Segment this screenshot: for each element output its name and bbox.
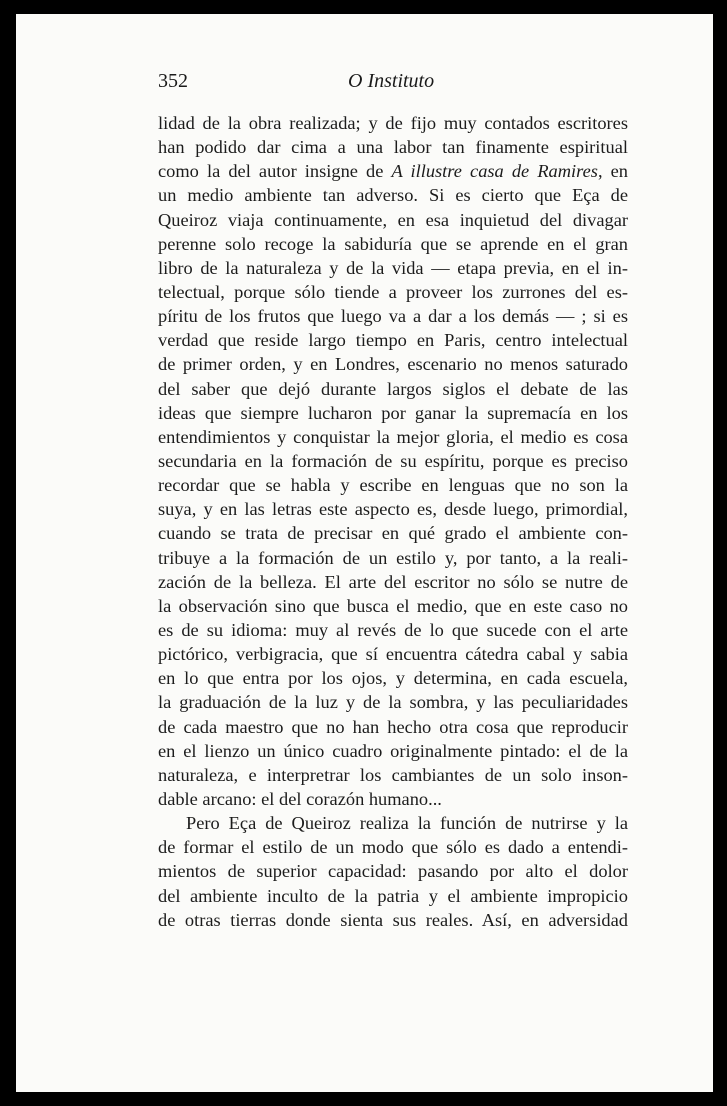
text-line: verdad que reside largo tiempo en Paris, centro intelectual: [158, 330, 628, 351]
body-text: [158, 111, 628, 932]
text-line: pictórico, verbigracia, que sí encuentra cátedra cabal y sabia: [158, 644, 628, 665]
text-line: tribuye a la formación de un estilo y, por tanto, a la reali-: [158, 547, 628, 568]
text-line: del saber que dejó durante largos siglos el debate de las: [158, 378, 628, 399]
text-line: es de su idioma: muy al revés de lo que sucede con el arte: [158, 619, 628, 640]
text-segment: , en: [597, 161, 628, 182]
text-line: entendimientos y conquistar la mejor gloria, el medio es cosa: [158, 426, 628, 447]
text-line: de primer orden, y en Londres, escenario no menos saturado: [158, 354, 628, 375]
text-line: libro de la naturaleza y de la vida — etapa previa, en el in-: [158, 257, 628, 278]
text-line: la graduación de la luz y de la sombra, y las peculiaridades: [158, 692, 628, 713]
paragraph: [158, 111, 628, 811]
book-title-italic: A illustre casa de Ramires: [391, 161, 598, 182]
text-line: suya, y en las letras este aspecto es, desde luego, primordial,: [158, 499, 628, 520]
text-line: píritu de los frutos que luego va a dar a los demás — ; si es: [158, 306, 628, 327]
text-line: de formar el estilo de un modo que sólo es dado a entendi-: [158, 837, 628, 858]
running-title: O Instituto: [348, 70, 435, 92]
page-number: 352: [158, 70, 188, 92]
text-line: mientos de superior capacidad: pasando por alto el dolor: [158, 861, 628, 882]
text-line: Queiroz viaja continuamente, en esa inquietud del divagar: [158, 209, 628, 230]
text-line: lidad de la obra realizada; y de fijo muy contados escritores: [158, 113, 628, 133]
text-line: en el lienzo un único cuadro originalmente pintado: el de la: [158, 740, 628, 761]
paragraph: [158, 811, 628, 932]
text-line: un medio ambiente tan adverso. Si es cierto que Eça de: [158, 185, 628, 206]
text-line: [158, 159, 628, 183]
text-line: ideas que siempre lucharon por ganar la supremacía en los: [158, 402, 628, 423]
text-segment: como la del autor insigne de: [158, 161, 392, 182]
text-line: zación de la belleza. El arte del escritor no sólo se nutre de: [158, 571, 628, 592]
text-line: recordar que se habla y escribe en lenguas que no son la: [158, 475, 628, 496]
text-line: han podido dar cima a una labor tan finamente espiritual: [158, 137, 628, 158]
text-line: cuando se trata de precisar en qué grado el ambiente con-: [158, 523, 628, 544]
text-line: de otras tierras donde sienta sus reales. Así, en adversidad: [158, 909, 628, 930]
text-line: secundaria en la formación de su espíritu, porque es preciso: [158, 450, 628, 471]
text-line: de cada maestro que no han hecho otra cosa que reproducir: [158, 716, 628, 737]
text-line: Pero Eça de Queiroz realiza la función de nutrirse y la: [186, 813, 628, 834]
book-page: [16, 14, 713, 1092]
text-line: la observación sino que busca el medio, que en este caso no: [158, 595, 628, 616]
text-line: en lo que entra por los ojos, y determina, en cada escuela,: [158, 668, 628, 689]
text-line: del ambiente inculto de la patria y el ambiente impropicio: [158, 885, 628, 906]
page-header: [158, 70, 628, 100]
text-line: telectual, porque sólo tiende a proveer los zurrones del es-: [158, 281, 628, 302]
text-line: naturaleza, e interpretrar los cambiantes de un solo inson-: [158, 764, 628, 785]
text-line: dable arcano: el del corazón humano...: [158, 788, 442, 809]
text-line: perenne solo recoge la sabiduría que se aprende en el gran: [158, 233, 628, 254]
